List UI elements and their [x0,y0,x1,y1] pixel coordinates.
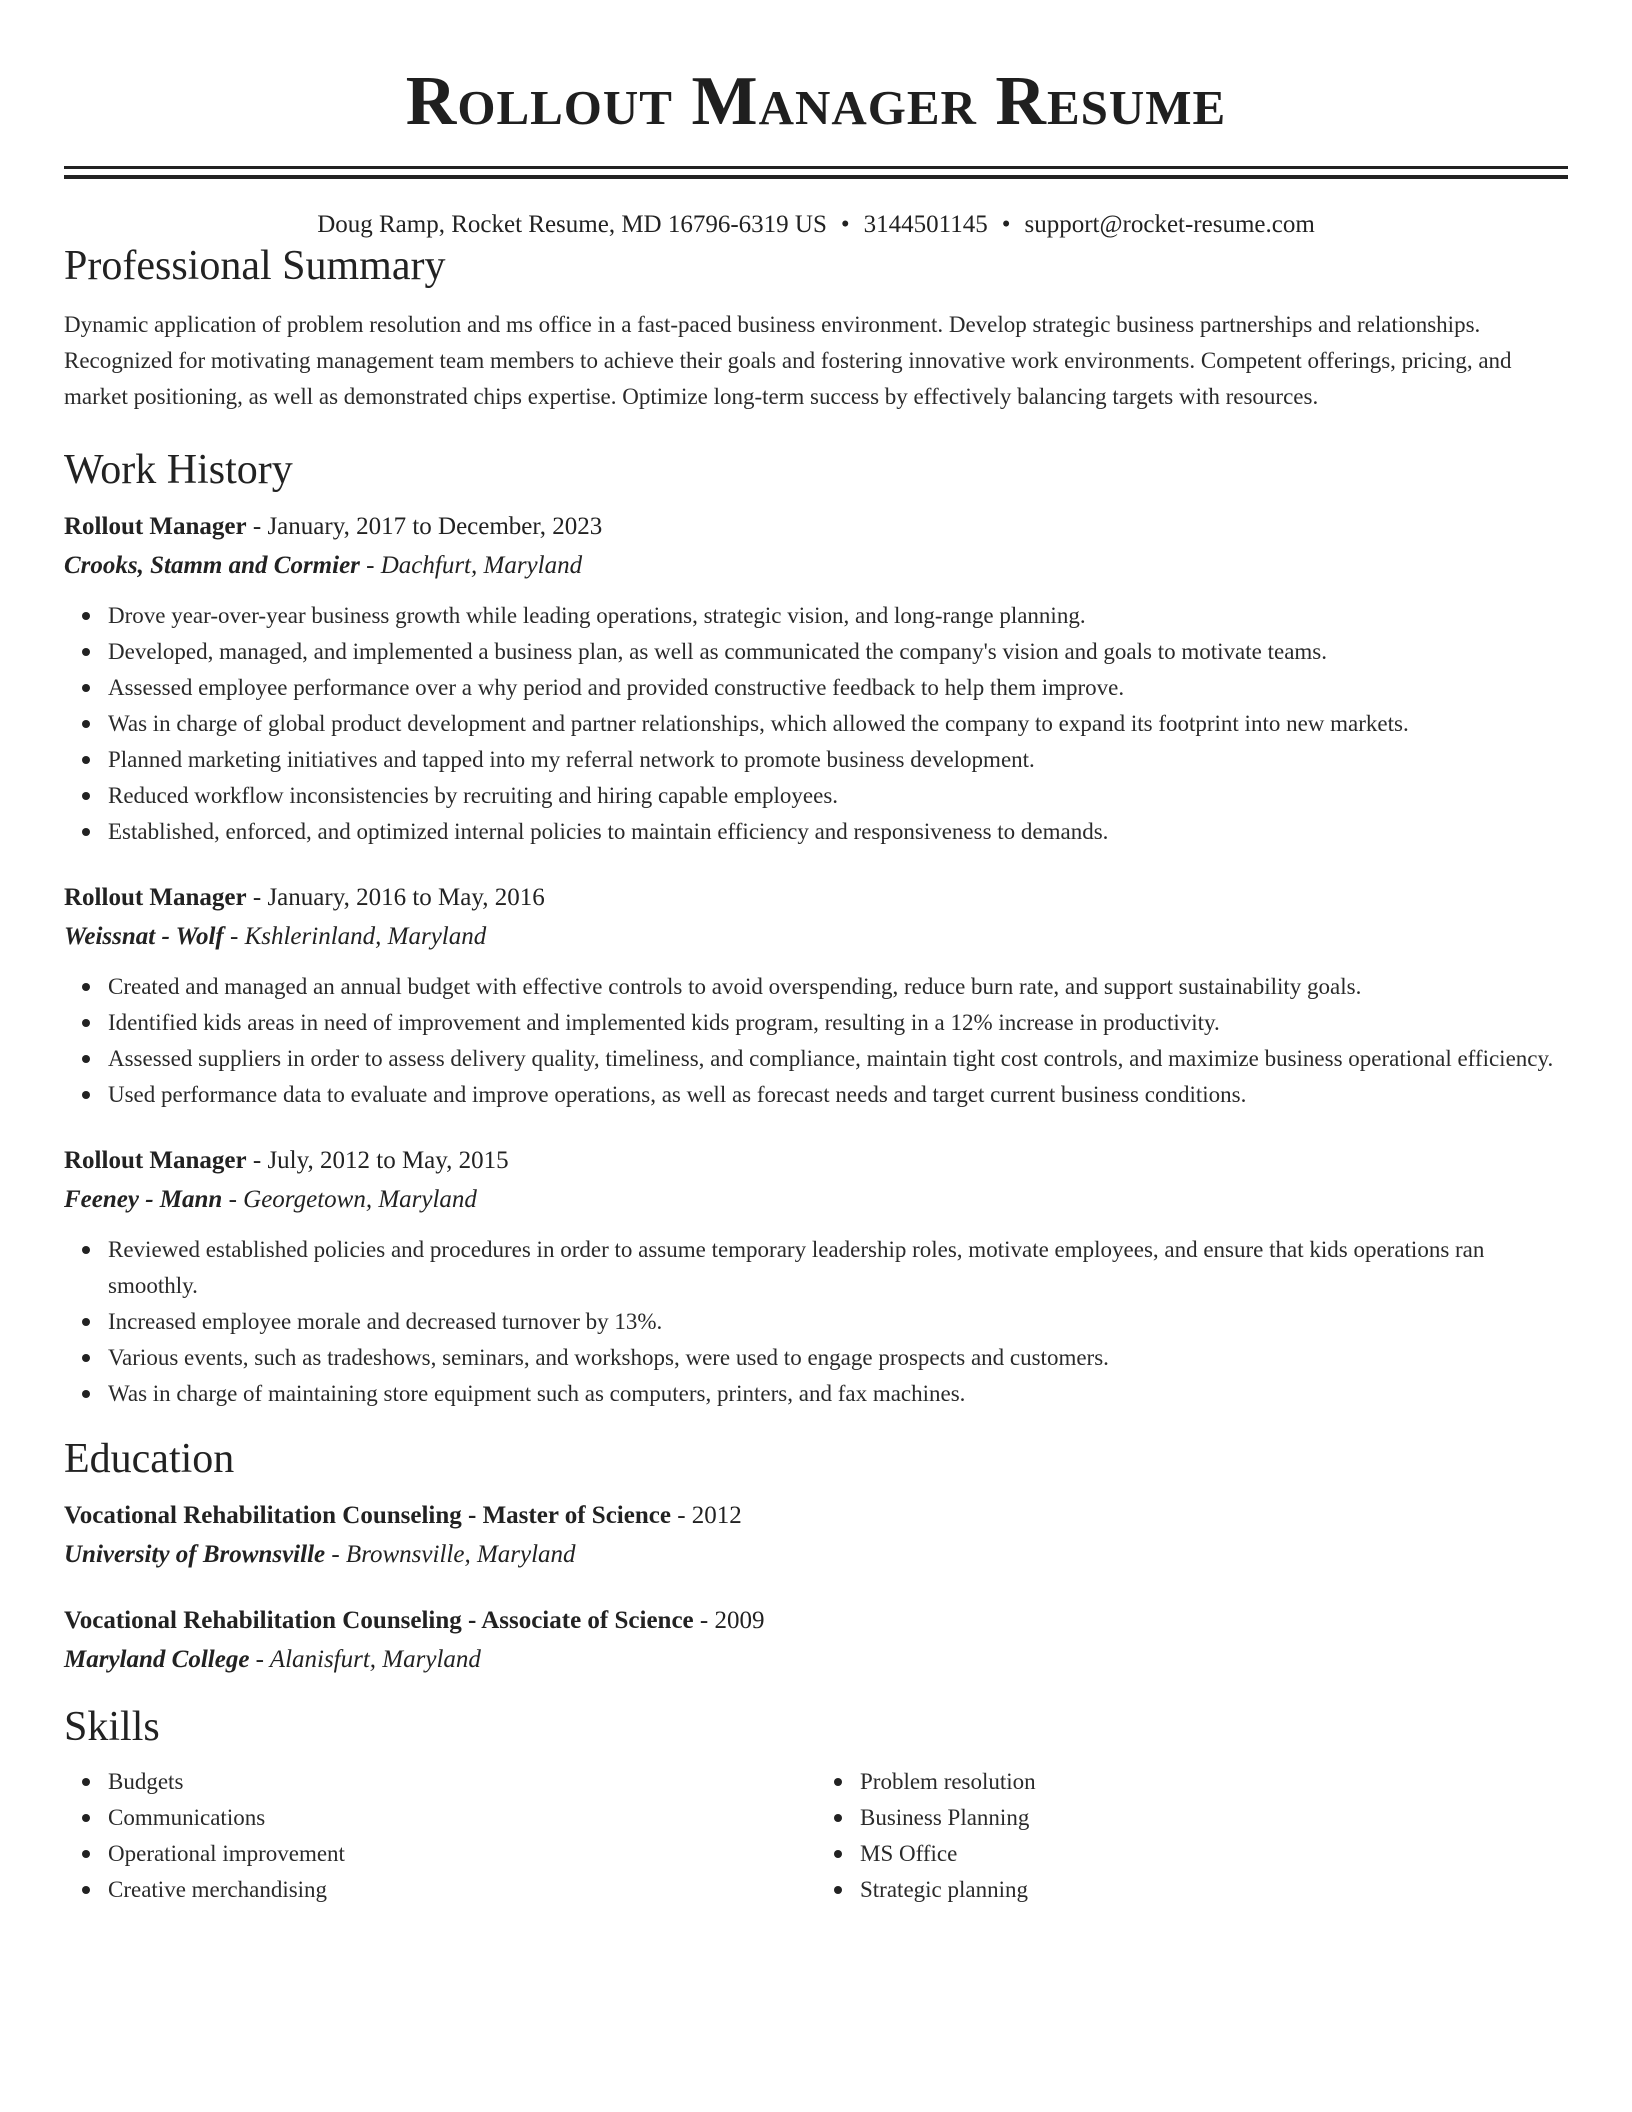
education-entry [64,1603,1568,1678]
job-dates: - January, 2016 to May, 2016 [246,884,545,911]
skill-item: Creative merchandising [108,1872,816,1908]
list-item: Was in charge of global product development and partner relationships, which allowed the company to expand its footprint into new markets. [108,706,1568,742]
skill-item: Budgets [108,1764,816,1800]
skill-item: Communications [108,1800,816,1836]
list-item: Created and managed an annual budget with effective controls to avoid overspending, reduce burn rate, and support sustainability goals. [108,969,1568,1005]
contact-separator: • [1001,211,1011,238]
job-dates: - January, 2017 to December, 2023 [246,513,603,540]
contact-line [64,209,1568,241]
job-company-line [64,919,1568,955]
skill-item: Business Planning [860,1800,1568,1836]
contact-address: Doug Ramp, Rocket Resume, MD 16796-6319 US [317,211,827,238]
job-location: - Georgetown, Maryland [222,1186,477,1213]
job-title: Rollout Manager [64,1147,247,1174]
resume-page [64,0,1568,1908]
job-dates: - July, 2012 to May, 2015 [246,1147,509,1174]
job-bullets [64,1232,1568,1412]
skill-item: Strategic planning [860,1872,1568,1908]
education-school: Maryland College [64,1646,250,1673]
job-entry [64,509,1568,850]
education-school-line [64,1642,1568,1678]
education-location: - Alanisfurt, Maryland [249,1646,481,1673]
education-heading: Education [64,1436,235,1482]
list-item: Developed, managed, and implemented a business plan, as well as communicated the company's vision and goals to motivate teams. [108,634,1568,670]
education-header [64,1603,1568,1639]
job-company: Weissnat - Wolf [64,923,224,950]
education-year: - 2009 [693,1607,765,1634]
education-header [64,1498,1568,1534]
skill-item: MS Office [860,1836,1568,1872]
list-item: Identified kids areas in need of improvement and implemented kids program, resulting in a 12% increase in productivity. [108,1005,1568,1041]
job-title: Rollout Manager [64,884,247,911]
list-item: Was in charge of maintaining store equipment such as computers, printers, and fax machines. [108,1376,1568,1412]
education-entry [64,1498,1568,1573]
list-item: Assessed employee performance over a why period and provided constructive feedback to help them improve. [108,670,1568,706]
education-school-line [64,1537,1568,1573]
job-company-line [64,1182,1568,1218]
list-item: Various events, such as tradeshows, seminars, and workshops, were used to engage prospects and customers. [108,1340,1568,1376]
job-header [64,880,1568,916]
title-divider [64,166,1568,179]
job-company-line [64,548,1568,584]
list-item: Increased employee morale and decreased turnover by 13%. [108,1304,1568,1340]
skill-item: Operational improvement [108,1836,816,1872]
education-location: - Brownsville, Maryland [325,1541,576,1568]
education-school: University of Brownsville [64,1541,326,1568]
job-header [64,1143,1568,1179]
job-company: Crooks, Stamm and Cormier [64,552,360,579]
list-item: Established, enforced, and optimized internal policies to maintain efficiency and responsiveness to demands. [108,814,1568,850]
contact-phone: 3144501145 [863,211,988,238]
list-item: Reviewed established policies and procedures in order to assume temporary leadership roles, motivate employees, and ensure that kids operations ran smoothly. [108,1232,1568,1304]
list-item: Assessed suppliers in order to assess delivery quality, timeliness, and compliance, maintain tight cost controls, and maximize business operational efficiency. [108,1041,1568,1077]
skills-heading: Skills [64,1704,160,1750]
job-title: Rollout Manager [64,513,247,540]
resume-title: Rollout Manager Resume [405,63,1227,140]
list-item: Used performance data to evaluate and improve operations, as well as forecast needs and target current business conditions. [108,1077,1568,1113]
list-item: Reduced workflow inconsistencies by recruiting and hiring capable employees. [108,778,1568,814]
job-location: - Dachfurt, Maryland [359,552,583,579]
list-item: Drove year-over-year business growth while leading operations, strategic vision, and long-range planning. [108,598,1568,634]
job-header [64,509,1568,545]
job-location: - Kshlerinland, Maryland [223,923,487,950]
work-history-heading: Work History [64,447,293,493]
job-entry [64,1143,1568,1412]
summary-heading: Professional Summary [64,243,446,289]
skills-column-right [816,1764,1568,1908]
job-entry [64,880,1568,1113]
job-bullets [64,598,1568,850]
contact-email: support@rocket-resume.com [1024,211,1315,238]
job-bullets [64,969,1568,1113]
education-degree: Vocational Rehabilitation Counseling - Master of Science [64,1502,671,1529]
skills-column-left [64,1764,816,1908]
list-item: Planned marketing initiatives and tapped into my referral network to promote business development. [108,742,1568,778]
skill-item: Problem resolution [860,1764,1568,1800]
summary-text: Dynamic application of problem resolution and ms office in a fast-paced business environment. Develop strategic business partnerships and relationships. Recognized for motivating management team members to achieve their goals and fostering innovative work environments. Competent offerings, pricing, and market positioning, as well as demonstrated chips expertise. Optimize long-term success by effectively balancing targets with resources. [64,312,1512,409]
education-degree: Vocational Rehabilitation Counseling - Associate of Science [64,1607,694,1634]
education-year: - 2012 [670,1502,742,1529]
job-company: Feeney - Mann [64,1186,223,1213]
contact-separator: • [840,211,850,238]
skills-list [64,1764,1568,1908]
